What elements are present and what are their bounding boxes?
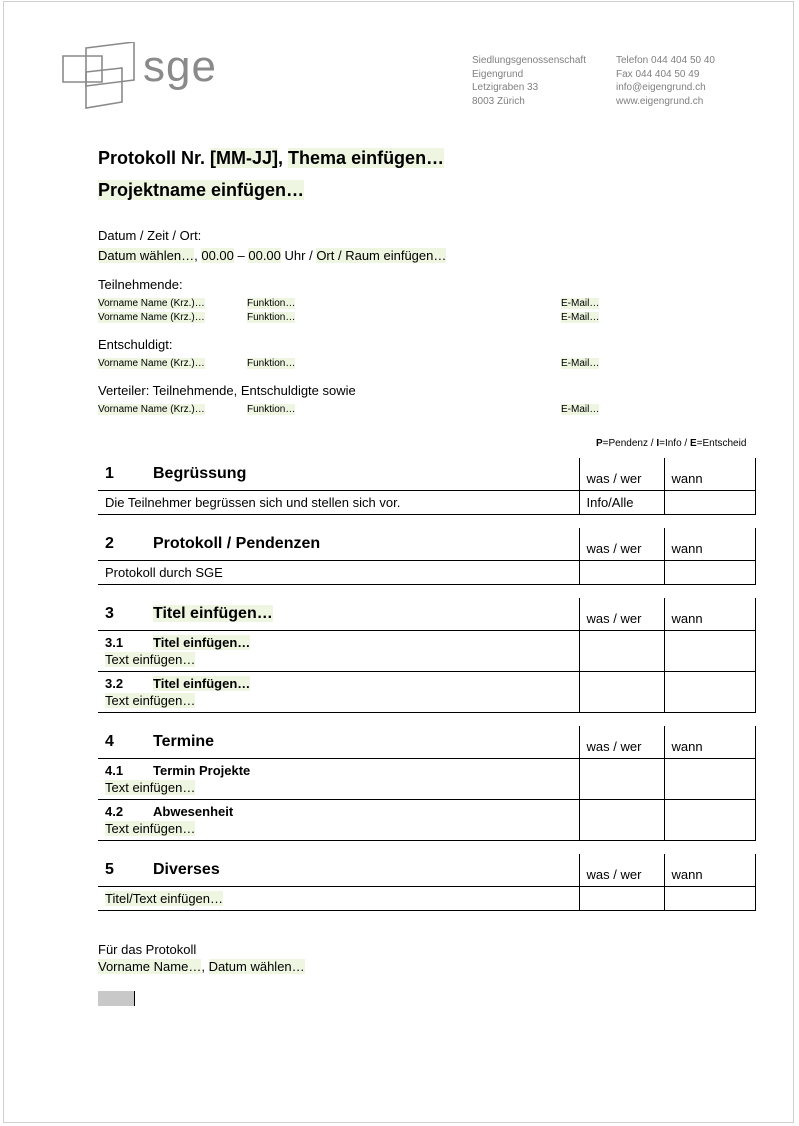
subsection-title-field[interactable]: Titel einfügen… [153, 676, 251, 691]
footer-label: Für das Protokoll [98, 942, 197, 957]
row-was[interactable] [579, 561, 664, 585]
section-4-table [98, 726, 756, 841]
distribution-email-field[interactable]: E-Mail… [561, 404, 600, 415]
datum-line [98, 248, 446, 264]
sep: , [201, 959, 209, 974]
project-name-field[interactable]: Projektname einfügen… [98, 180, 305, 200]
contact-email[interactable]: info@eigengrund.ch [616, 82, 706, 93]
row-text[interactable]: Protokoll durch SGE [98, 561, 579, 585]
protocol-title [98, 147, 444, 169]
contact-website[interactable]: www.eigengrund.ch [616, 95, 704, 107]
row-text-field[interactable]: Titel/Text einfügen… [105, 891, 224, 906]
subsection-title-field[interactable]: Titel einfügen… [153, 635, 251, 650]
table-row [98, 631, 755, 672]
participant-function-field[interactable]: Funktion… [247, 312, 296, 323]
table-row [98, 561, 755, 585]
row-wann[interactable] [664, 561, 755, 585]
table-row [98, 491, 755, 515]
table-row [98, 672, 755, 713]
subsection-title: Abwesenheit [153, 804, 234, 819]
address-line: 8003 Zürich [472, 95, 525, 107]
participant-name-field[interactable]: Vorname Name (Krz.)… [98, 298, 205, 309]
col-wann-header: wann [664, 598, 755, 631]
section-title: Begrüssung [153, 465, 247, 482]
row-was[interactable] [579, 887, 664, 911]
address-line: Eigengrund [472, 68, 524, 80]
row-was[interactable] [579, 800, 664, 841]
section-header [98, 528, 755, 561]
text-caret [134, 991, 135, 1006]
section-title: Termine [153, 733, 215, 750]
address-block [472, 54, 586, 108]
row-wann[interactable] [664, 631, 755, 672]
section-number: 1 [105, 465, 114, 482]
participant-email-field[interactable]: E-Mail… [561, 312, 600, 323]
participant-email-field[interactable]: E-Mail… [561, 298, 600, 309]
row-text[interactable]: Die Teilnehmer begrüssen sich und stellen sich vor. [98, 491, 579, 515]
participant-function-field[interactable]: Funktion… [247, 298, 296, 309]
row-wann[interactable] [664, 800, 755, 841]
table-row [98, 759, 755, 800]
uhr-text: Uhr / [280, 248, 317, 263]
subsection-number: 3.1 [105, 635, 124, 650]
subsection-number: 4.2 [105, 804, 124, 819]
subsection-text-field[interactable]: Text einfügen… [105, 780, 196, 795]
section-number: 2 [105, 535, 114, 552]
col-wann-header: wann [664, 458, 755, 491]
project-title [98, 179, 304, 201]
section-5-table [98, 854, 756, 911]
row-was[interactable] [579, 672, 664, 713]
sep: – [233, 248, 249, 263]
footer-signature-line [98, 959, 305, 975]
col-was-header: was / wer [579, 854, 664, 887]
col-wann-header: wann [664, 726, 755, 759]
footer-name-field[interactable]: Vorname Name… [98, 959, 202, 974]
subsection-text-field[interactable]: Text einfügen… [105, 821, 196, 836]
col-wann-header: wann [664, 854, 755, 887]
entschuldigt-label: Entschuldigt: [98, 337, 173, 352]
distribution-name-field[interactable]: Vorname Name (Krz.)… [98, 404, 205, 415]
col-wann-header: wann [664, 528, 755, 561]
legend-text: P=Pendenz / I=Info / E=Entscheid [596, 438, 747, 449]
row-wann[interactable] [664, 672, 755, 713]
col-was-header: was / wer [579, 528, 664, 561]
row-was[interactable]: Info/Alle [579, 491, 664, 515]
row-wann[interactable] [664, 887, 755, 911]
section-3-table [98, 598, 756, 713]
section-header [98, 854, 755, 887]
participant-name-field[interactable]: Vorname Name (Krz.)… [98, 312, 205, 323]
col-was-header: was / wer [579, 726, 664, 759]
section-header [98, 726, 755, 759]
footer-date-field[interactable]: Datum wählen… [208, 959, 305, 974]
row-was[interactable] [579, 631, 664, 672]
teilnehmende-label: Teilnehmende: [98, 277, 183, 292]
section-header [98, 458, 755, 491]
section-1-table [98, 458, 756, 515]
excused-function-field[interactable]: Funktion… [247, 358, 296, 369]
text-cursor-placeholder[interactable] [98, 991, 134, 1006]
topic-field[interactable]: Thema einfügen… [288, 148, 445, 168]
table-row [98, 800, 755, 841]
title-comma: , [278, 148, 289, 168]
datum-label: Datum / Zeit / Ort: [98, 228, 202, 243]
col-was-header: was / wer [579, 458, 664, 491]
distribution-function-field[interactable]: Funktion… [247, 404, 296, 415]
contact-fax: Fax 044 404 50 49 [616, 68, 700, 80]
excused-email-field[interactable]: E-Mail… [561, 358, 600, 369]
row-was[interactable] [579, 759, 664, 800]
subsection-text-field[interactable]: Text einfügen… [105, 693, 196, 708]
section-number: 3 [105, 605, 114, 622]
table-row [98, 887, 755, 911]
contact-block [616, 54, 715, 108]
row-wann[interactable] [664, 491, 755, 515]
section-title-field[interactable]: Titel einfügen… [153, 605, 273, 622]
subsection-number: 4.1 [105, 763, 124, 778]
date-field[interactable]: Datum wählen… [98, 248, 195, 263]
section-title: Diverses [153, 861, 220, 878]
logo-text: sge [143, 42, 217, 91]
section-number: 4 [105, 733, 114, 750]
verteiler-label: Verteiler: Teilnehmende, Entschuldigte sowie [98, 383, 356, 398]
section-number: 5 [105, 861, 114, 878]
section-2-table [98, 528, 756, 585]
row-wann[interactable] [664, 759, 755, 800]
sep: , [194, 248, 202, 263]
subsection-text-field[interactable]: Text einfügen… [105, 652, 196, 667]
subsection-title: Termin Projekte [153, 763, 251, 778]
section-title: Protokoll / Pendenzen [153, 535, 321, 552]
excused-name-field[interactable]: Vorname Name (Krz.)… [98, 358, 205, 369]
address-line: Letzigraben 33 [472, 82, 539, 93]
title-prefix: Protokoll Nr. [98, 148, 211, 168]
subsection-number: 3.2 [105, 676, 124, 691]
section-header [98, 598, 755, 631]
col-was-header: was / wer [579, 598, 664, 631]
contact-phone: Telefon 044 404 50 40 [616, 55, 715, 66]
protocol-number-field[interactable]: [MM-JJ] [210, 148, 279, 168]
time-to-field[interactable]: 00.00 [248, 248, 281, 263]
place-field[interactable]: Ort / Raum einfügen… [316, 248, 447, 263]
address-line: Siedlungsgenossenschaft [472, 55, 586, 66]
sge-logo-icon [62, 42, 136, 115]
time-from-field[interactable]: 00.00 [201, 248, 234, 263]
